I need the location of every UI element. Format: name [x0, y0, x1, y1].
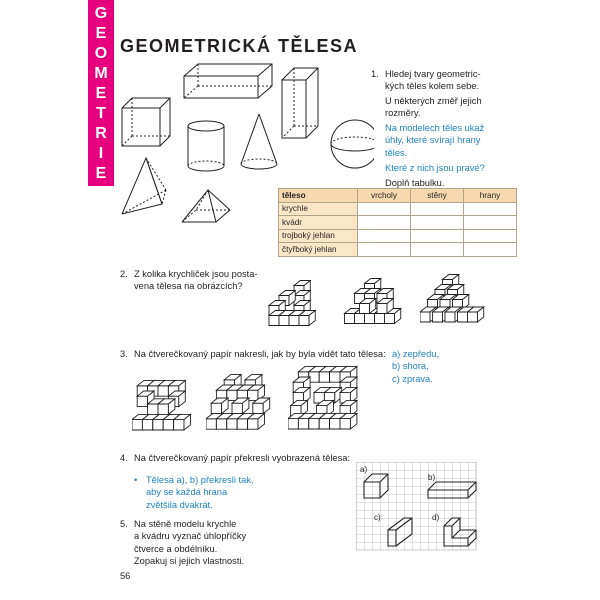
table-cell[interactable]: [411, 243, 464, 257]
triangular-pyramid-drawing: [122, 158, 166, 214]
section-tab: [88, 0, 114, 186]
task1-fill-instruction: Doplň tabulku.: [385, 178, 445, 189]
task4-number: 4.: [120, 453, 128, 463]
task5-line: Zopakuj si jejich vlastnosti.: [134, 555, 245, 566]
table-header: hrany: [464, 189, 517, 203]
task5-text: [134, 518, 264, 567]
cube-figure-1: [264, 278, 330, 334]
prism-drawing: [282, 68, 318, 138]
task1-line: U některých změř jejich: [385, 95, 482, 106]
cube-figure-4: [132, 378, 192, 436]
table-row: [279, 243, 517, 257]
table-header: těleso: [279, 189, 358, 203]
tab-letter: T: [96, 105, 106, 122]
task5-line: a kvádru vyznač úhlopříčky: [134, 531, 247, 542]
grid-label-b: b): [428, 473, 436, 482]
solids-table: [278, 188, 517, 257]
cylinder-drawing: [188, 121, 224, 171]
cuboid-drawing: [184, 64, 272, 98]
task3-options: [392, 348, 439, 385]
cube-figure-3: [420, 272, 486, 332]
task3-option: b) shora,: [392, 361, 429, 372]
tab-letter: O: [94, 45, 108, 62]
table-cell[interactable]: [358, 229, 411, 243]
task5-number: 5.: [120, 519, 128, 529]
table-row-label: krychle: [279, 202, 358, 216]
cube-drawing: [122, 98, 170, 146]
tab-letter: E: [95, 85, 107, 102]
task3-option: a) zepředu,: [392, 349, 440, 359]
task1-text: [385, 68, 497, 190]
task4-text: Na čtverečkovaný papír překresli vyobrazená tělesa:: [134, 453, 350, 463]
cube-figure-5: [206, 372, 274, 436]
tab-letter: I: [98, 145, 104, 162]
cube-figure-2: [342, 276, 408, 332]
task5-line: Na stěně modelu krychle: [134, 519, 237, 529]
table-cell[interactable]: [411, 216, 464, 230]
tab-letter: E: [95, 165, 107, 182]
grid-label-c: c): [374, 513, 381, 522]
sphere-drawing: [331, 120, 374, 168]
square-pyramid-drawing: [182, 190, 230, 222]
grid-label-a: a): [360, 465, 368, 474]
table-cell[interactable]: [411, 202, 464, 216]
table-header: vrcholy: [358, 189, 411, 203]
table-row: [279, 229, 517, 243]
table-row-label: kvádr: [279, 216, 358, 230]
table-cell[interactable]: [358, 243, 411, 257]
table-cell[interactable]: [464, 202, 517, 216]
tab-letter: G: [94, 5, 108, 22]
task2-text: [134, 268, 274, 293]
page-number: 56: [120, 571, 131, 581]
table-cell[interactable]: [411, 229, 464, 243]
task1-line: kých těles kolem sebe.: [385, 81, 480, 92]
task1-number: 1.: [371, 69, 379, 79]
task3-option: c) zprava.: [392, 373, 433, 384]
table-cell[interactable]: [464, 229, 517, 243]
grid-paper: [356, 462, 480, 554]
task4-blue-line: Tělesa a), b) překresli tak,: [146, 475, 254, 485]
table-row: [279, 216, 517, 230]
task4-blue-line: aby se každá hrana: [146, 487, 228, 498]
task4-blue-line: zvětšila dvakrát.: [146, 499, 213, 510]
table-row: [279, 202, 517, 216]
task4-bullet: •: [134, 475, 138, 485]
table-cell[interactable]: [464, 216, 517, 230]
task3-number: 3.: [120, 349, 128, 359]
task1-line: Hledej tvary geometric-: [385, 69, 481, 79]
task2-line: Z kolika krychliček jsou posta-: [134, 269, 258, 279]
task2-line: vena tělesa na obrázcích?: [134, 281, 243, 292]
task4-blue-text: [146, 474, 253, 511]
task3-text: Na čtverečkovaný papír nakresli, jak by byla vidět tato tělesa:: [134, 349, 386, 359]
task1-blue-line: těles.: [385, 147, 408, 158]
task1-blue-line: úhly, které svírají hrany: [385, 135, 481, 146]
table-row-label: čtyřboký jehlan: [279, 243, 358, 257]
cone-drawing: [241, 114, 277, 169]
table-row-label: trojboký jehlan: [279, 229, 358, 243]
task1-blue-line: Na modelech těles ukaž: [385, 123, 485, 134]
task1-line: rozměry.: [385, 107, 421, 118]
task1-question: Které z nich jsou pravé?: [385, 163, 485, 174]
table-cell[interactable]: [358, 202, 411, 216]
task2-number: 2.: [120, 269, 128, 279]
task5-line: čtverce a obdélníku.: [134, 543, 218, 554]
tab-letter: E: [95, 25, 107, 42]
table-cell[interactable]: [464, 243, 517, 257]
tab-letter: M: [94, 65, 108, 82]
grid-label-d: d): [432, 513, 440, 522]
cube-figure-6: [288, 364, 364, 438]
page-title: GEOMETRICKÁ TĚLESA: [120, 36, 359, 56]
tab-letter: R: [95, 125, 107, 142]
table-header: stěny: [411, 189, 464, 203]
table-cell[interactable]: [358, 216, 411, 230]
